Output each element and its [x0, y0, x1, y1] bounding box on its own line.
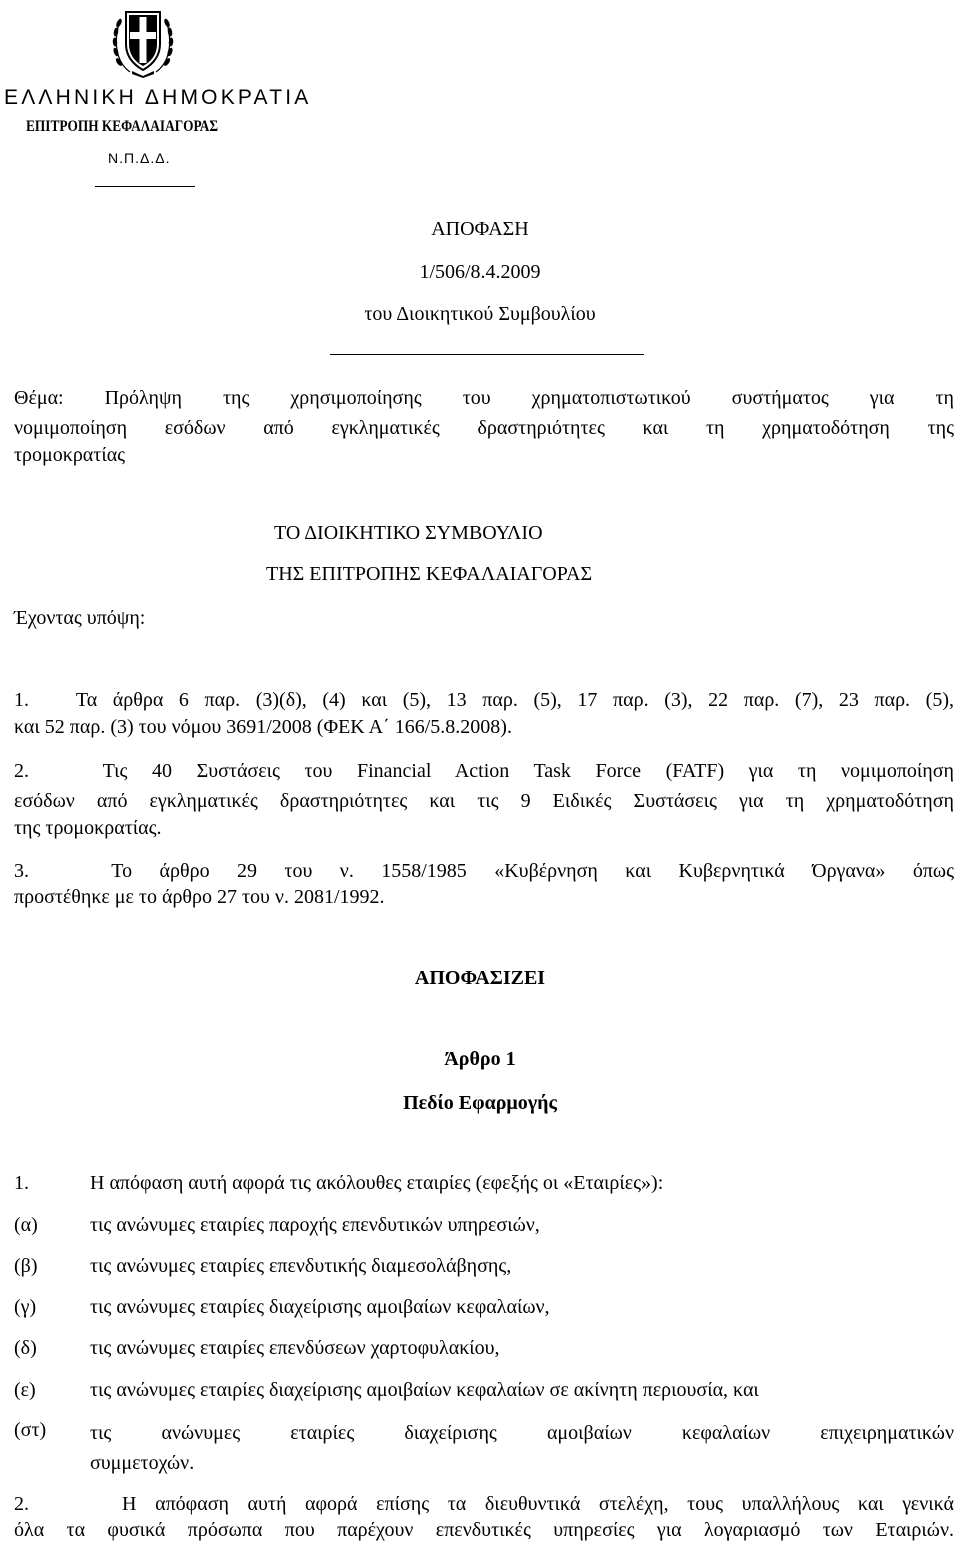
consideration-item: εσόδων από εγκληματικές δραστηριότητες και τις 9 Ειδικές Συστάσεις για τη χρηματοδότηση: [14, 790, 954, 812]
paragraph-text: όλα τα φυσικά πρόσωπα που παρέχουν επενδυτικές υπηρεσίες για λογαριασμό των Εταιριών.: [14, 1519, 954, 1541]
board-heading: ΤΗΣ ΕΠΙΤΡΟΠΗΣ ΚΕΦΑΛΑΙΑΓΟΡΑΣ: [266, 563, 593, 585]
decision-title: ΑΠΟΦΑΣΗ: [431, 218, 529, 240]
consideration-item: 3. Το άρθρο 29 του ν. 1558/1985 «Κυβέρνηση και Κυβερνητικά Όργανα» όπως: [14, 860, 954, 882]
list-item-line: συμμετοχών.: [90, 1451, 195, 1474]
subject-line: τρομοκρατίας: [14, 444, 126, 466]
list-item-text: τις ανώνυμες εταιρίες παροχής επενδυτικών υπηρεσιών,: [90, 1214, 540, 1236]
subject-line: Θέμα: Πρόληψη της χρησιμοποίησης του χρηματοπιστωτικού συστήματος για τη: [14, 387, 954, 409]
title-divider: [330, 354, 644, 355]
list-item-label: (β): [14, 1255, 38, 1277]
consideration-item: 2. Τις 40 Συστάσεις του Financial Action Task Force (FATF) για τη νομιμοποίηση: [14, 760, 954, 782]
paragraph-text: 2. Η απόφαση αυτή αφορά επίσης τα διευθυντικά στελέχη, τους υπαλλήλους και γενικά: [14, 1493, 954, 1515]
list-item-label: (ε): [14, 1379, 36, 1401]
list-item-line: τις ανώνυμες εταιρίες διαχείρισης αμοιβαίων κεφαλαίων επιχειρηματικών: [90, 1422, 954, 1444]
list-item-text: τις ανώνυμες εταιρίες διαχείρισης αμοιβαίων κεφαλαίων,: [90, 1296, 550, 1318]
legal-form: Ν.Π.Δ.Δ.: [108, 150, 171, 166]
article-number: Άρθρο 1: [444, 1048, 516, 1070]
consideration-item: της τρομοκρατίας.: [14, 817, 162, 839]
list-item-label: (γ): [14, 1296, 37, 1318]
list-item-label: (α): [14, 1214, 38, 1236]
paragraph-text: Η απόφαση αυτή αφορά τις ακόλουθες εταιρίες (εφεξής οι «Εταιρίες»):: [90, 1172, 664, 1194]
list-item-text: τις ανώνυμες εταιρίες επενδύσεων χαρτοφυλακίου,: [90, 1337, 500, 1359]
consideration-item: και 52 παρ. (3) του νόμου 3691/2008 (ΦΕΚ Α΄ 166/5.8.2008).: [14, 716, 512, 738]
board-heading: ΤΟ ΔΙΟΙΚΗΤΙΚΟ ΣΥΜΒΟΥΛΙΟ: [274, 522, 543, 544]
list-item-label: (στ): [14, 1419, 47, 1441]
list-item-text: τις ανώνυμες εταιρίες επενδυτικής διαμεσολάβησης,: [90, 1255, 512, 1277]
consideration-item: προστέθηκε με το άρθρο 27 του ν. 2081/1992.: [14, 886, 385, 908]
subject-line: νομιμοποίηση εσόδων από εγκληματικές δραστηριότητες και τη χρηματοδότηση της: [14, 417, 954, 439]
list-item-text: τις ανώνυμες εταιρίες διαχείρισης αμοιβαίων κεφαλαίων σε ακίνητη περιουσία, και: [90, 1379, 759, 1401]
committee-name: ΕΠΙΤΡΟΠΗ ΚΕΦΑΛΑΙΑΓΟΡΑΣ: [26, 118, 219, 135]
consideration-item: 1. Τα άρθρα 6 παρ. (3)(δ), (4) και (5), 13 παρ. (5), 17 παρ. (3), 22 παρ. (7), 23 παρ. (5),: [14, 689, 954, 711]
decides-heading: ΑΠΟΦΑΣΙΖΕΙ: [414, 967, 546, 989]
header-divider: [95, 186, 195, 187]
government-name: ΕΛΛΗΝΙΚΗ ΔΗΜΟΚΡΑΤΙΑ: [4, 86, 312, 109]
decision-number: 1/506/8.4.2009: [419, 261, 541, 283]
paragraph-number: 1.: [14, 1172, 29, 1194]
considering-label: Έχοντας υπόψη:: [14, 607, 146, 629]
article-title: Πεδίο Εφαρμογής: [403, 1092, 557, 1114]
greek-coat-of-arms-icon: [110, 2, 176, 78]
list-item-text: [90, 1419, 954, 1478]
list-item-label: (δ): [14, 1337, 37, 1359]
decision-issuer: του Διοικητικού Συμβουλίου: [364, 303, 596, 325]
